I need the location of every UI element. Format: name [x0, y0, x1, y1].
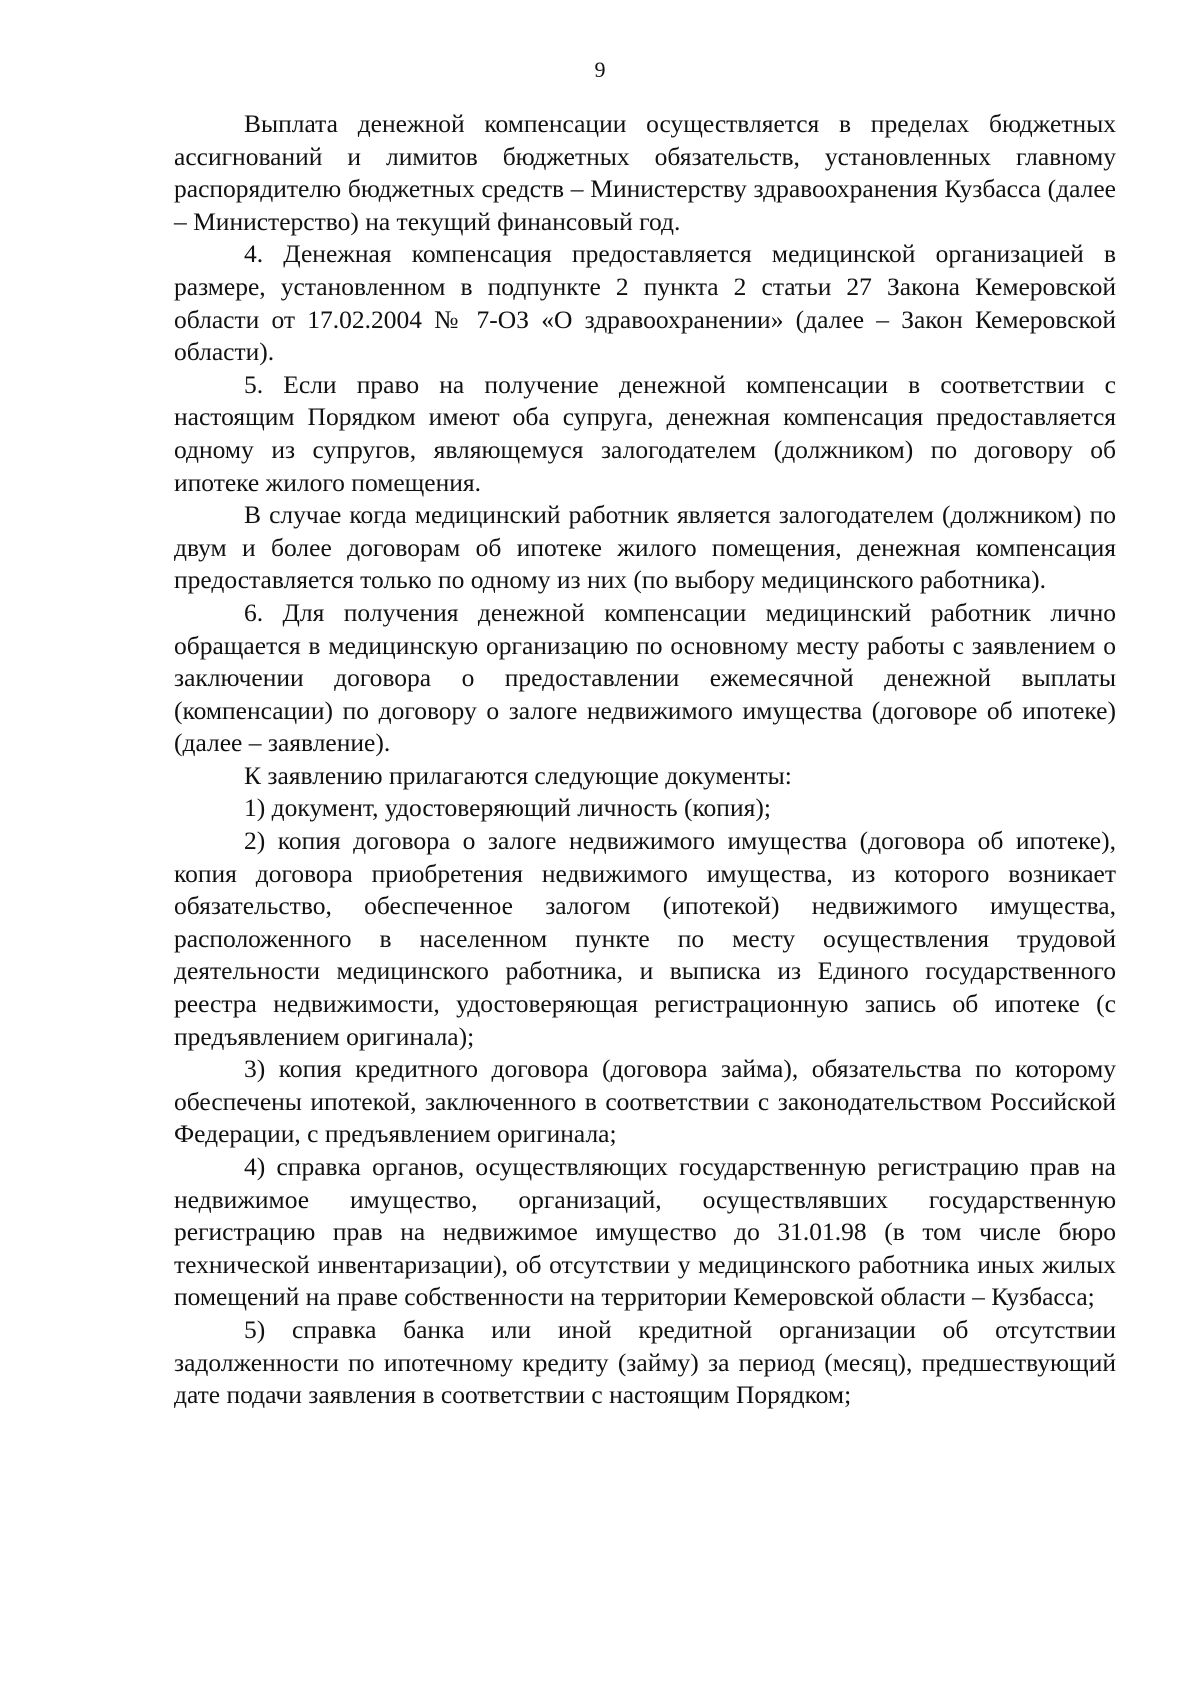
paragraph-item-5: 5. Если право на получение денежной компенсации в соответствии с настоящим Порядком имеют оба супруга, денежная компенсация предоставляется одному из супругов, являющемуся залогодателем (должником) по договору об ипотеке жилого помещения.: [174, 369, 1116, 497]
paragraph-item-4: 4. Денежная компенсация предоставляется медицинской организацией в размере, установленном в подпункте 2 пункта 2 статьи 27 Закона Кемеровской области от 17.02.2004 № 7-ОЗ «О здравоохранении» (далее – Закон Кемеровской области).: [174, 239, 1116, 367]
page-number: 9: [594, 57, 606, 82]
paragraph-budget-allocation: Выплата денежной компенсации осуществляется в пределах бюджетных ассигнований и лимитов бюджетных обязательств, установленных главному распорядителю бюджетных средств – Министерству здравоохранения Кузбасса (далее – Министерство) на текущий финансовый год.: [174, 109, 1116, 236]
list-item-3: 3) копия кредитного договора (договора займа), обязательства по которому обеспечены ипотекой, заключенного в соответствии с законодательством Российской Федерации, с предъявлением оригинала;: [174, 1054, 1116, 1149]
paragraph-multiple-mortgages: В случае когда медицинский работник является залогодателем (должником) по двум и более договорам об ипотеке жилого помещения, денежная компенсация предоставляется только по одному из них (по выбору медицинского работника).: [174, 500, 1116, 595]
list-item-4: 4) справка органов, осуществляющих государственную регистрацию прав на недвижимое имущество, организаций, осуществлявших государственную регистрацию прав на недвижимое имущество до 31.01.98 (в том числе бюро технической инвентаризации), об отсутствии у медицинского работника иных жилых помещений на праве собственности на территории Кемеровской области – Кузбасса;: [174, 1152, 1116, 1312]
paragraph-item-6: 6. Для получения денежной компенсации медицинский работник лично обращается в медицинскую организацию по основному месту работы с заявлением о заключении договора о предоставлении ежемесячной денежной выплаты (компенсации) по договору о залоге недвижимого имущества (договоре об ипотеке) (далее – заявление).: [174, 597, 1116, 758]
list-item-1: 1) документ, удостоверяющий личность (копия);: [244, 793, 771, 823]
document-body: [174, 108, 1116, 1412]
list-item-2: 2) копия договора о залоге недвижимого имущества (договора об ипотеке), копия договора приобретения недвижимого имущества, из которого возникает обязательство, обеспеченное залогом (ипотекой) недвижимого имущества, расположенного в населенном пункте по месту осуществления трудовой деятельности медицинского работника, и выписка из Единого государственного реестра недвижимости, удостоверяющая регистрационную запись об ипотеке (с предъявлением оригинала);: [174, 826, 1116, 1051]
paragraph-documents-intro: К заявлению прилагаются следующие документы:: [244, 760, 792, 790]
list-item-5: 5) справка банка или иной кредитной организации об отсутствии задолженности по ипотечному кредиту (займу) за период (месяц), предшествующий дате подачи заявления в соответствии с настоящим Порядком;: [174, 1314, 1116, 1410]
